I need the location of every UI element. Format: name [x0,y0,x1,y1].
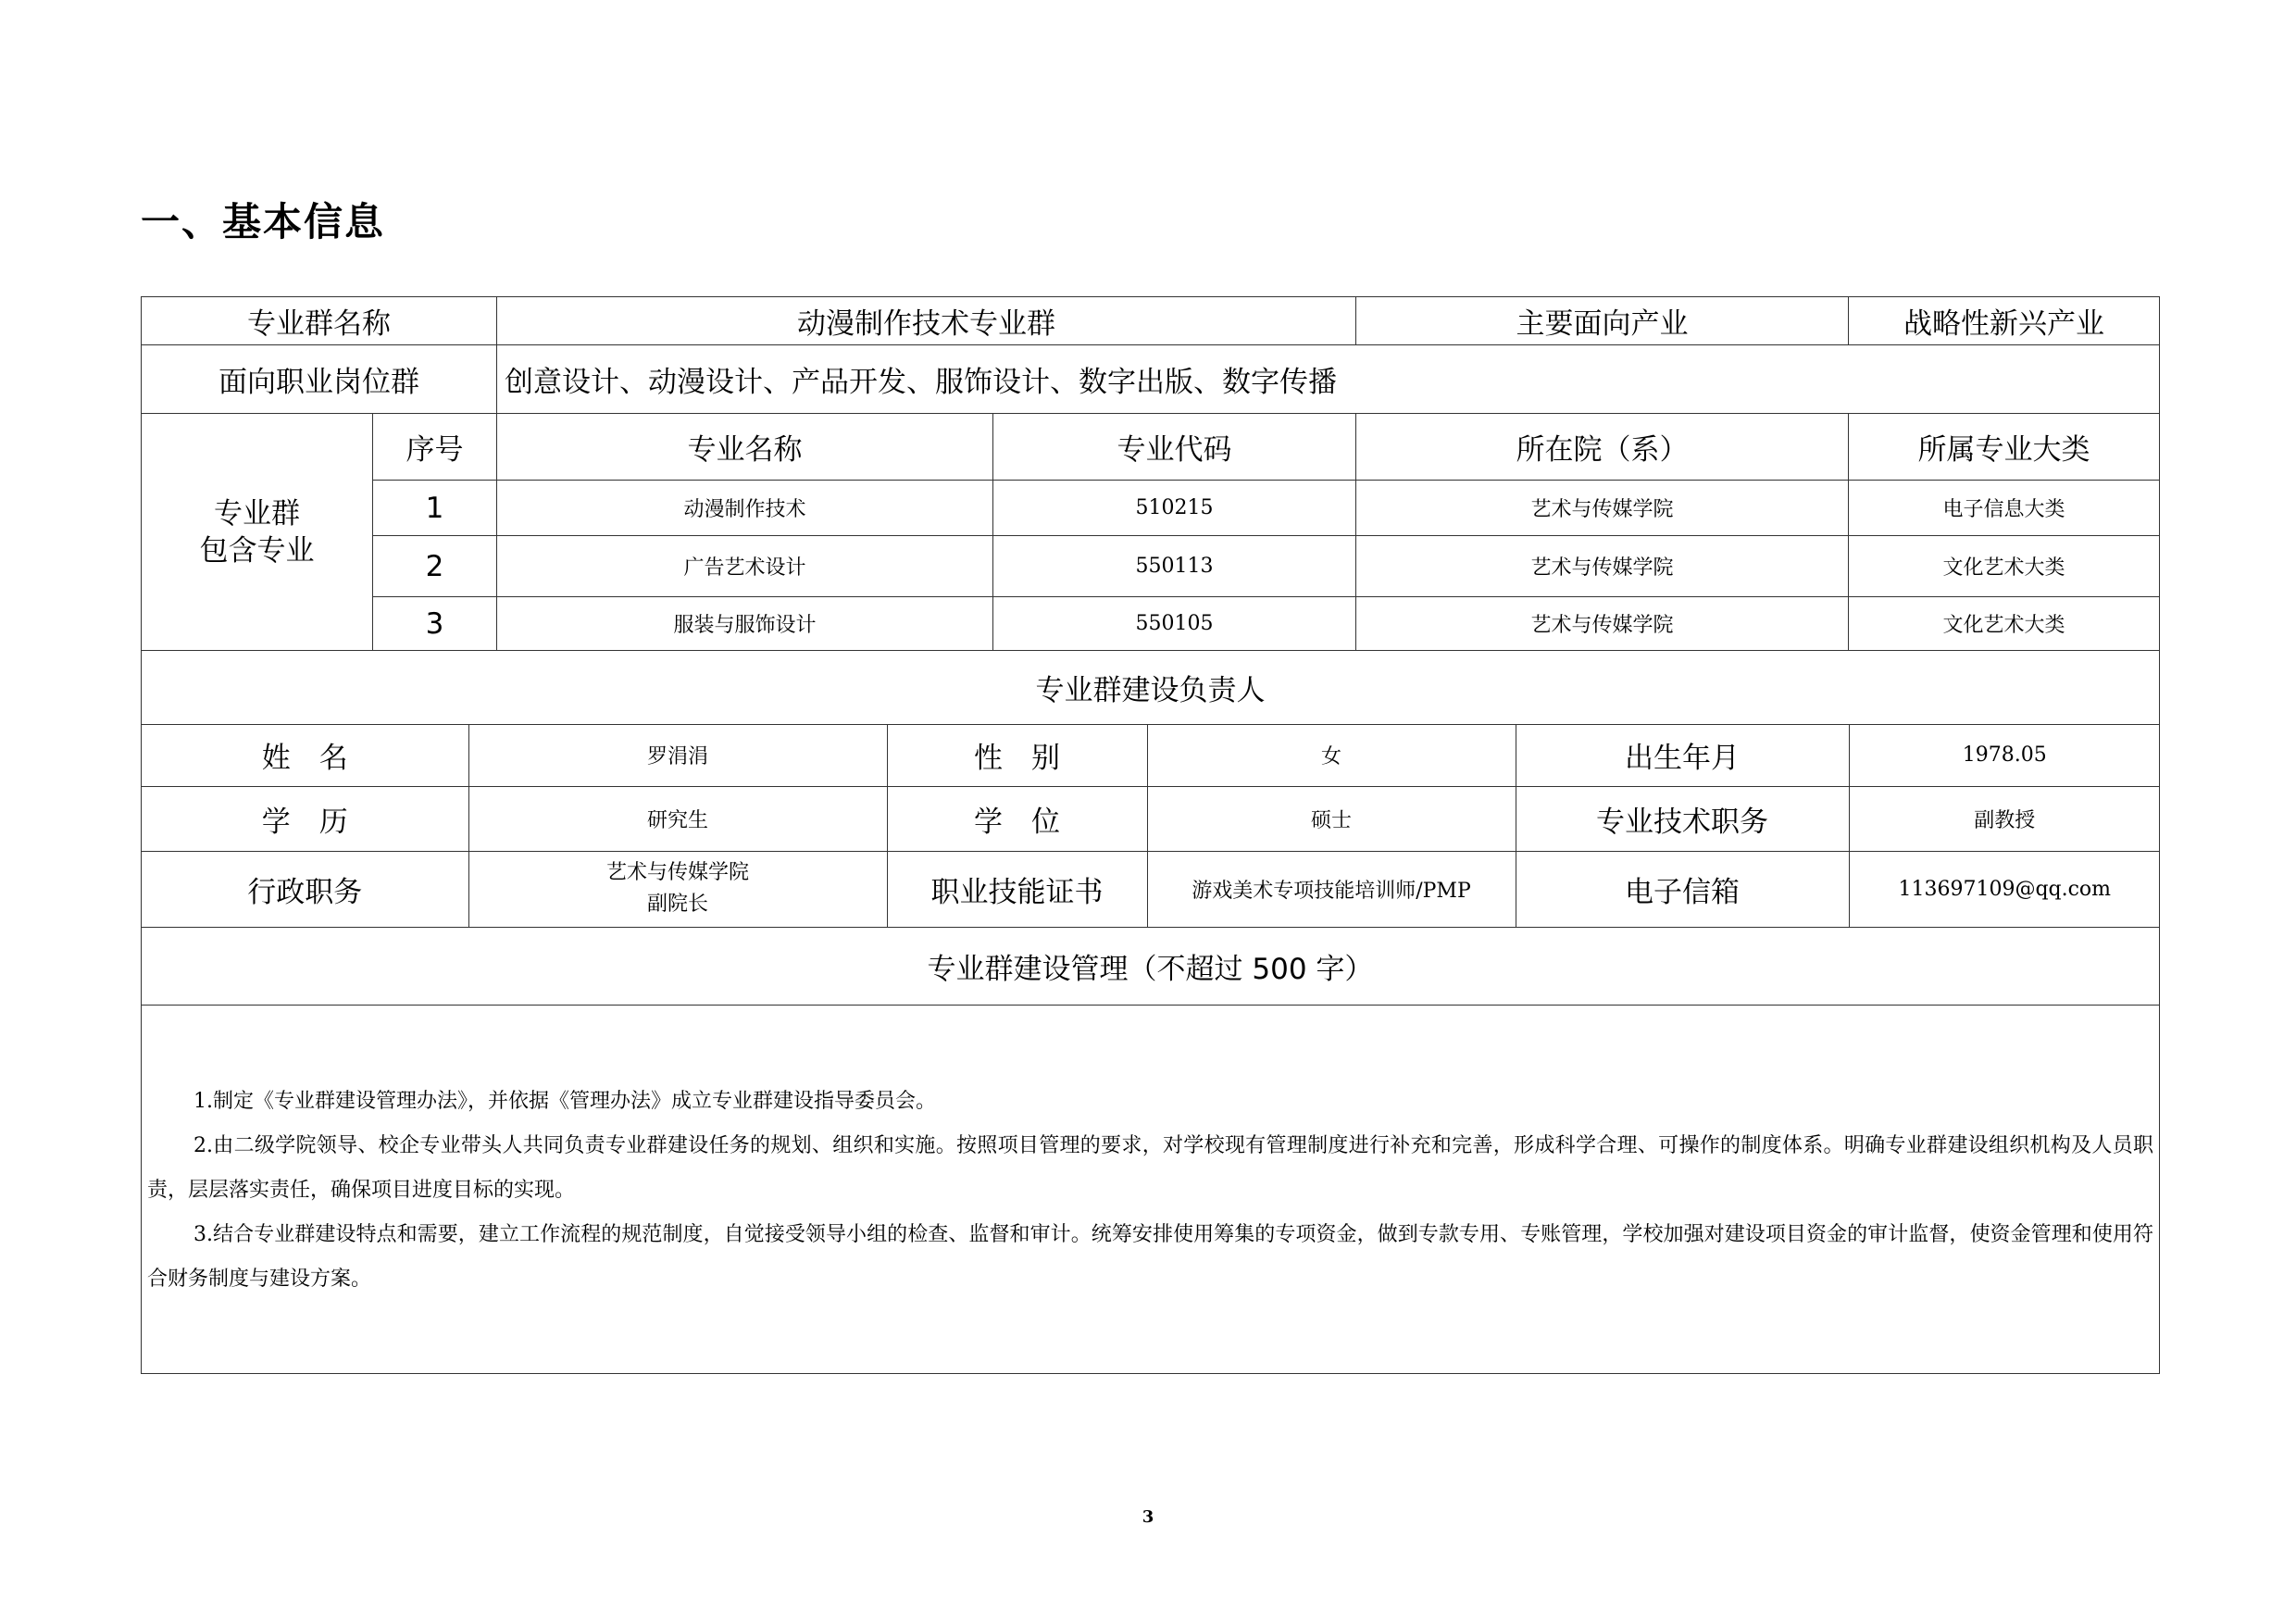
major-department: 艺术与传媒学院 [1356,536,1849,597]
birth-label: 出生年月 [1516,725,1849,786]
header-no: 序号 [373,414,497,481]
admin-position-line1: 艺术与传媒学院 [605,861,749,885]
leader-section-title: 专业群建设负责人 [142,651,2160,725]
certificate-label: 职业技能证书 [887,851,1147,927]
admin-position-value [468,851,887,927]
job-group-label: 面向职业岗位群 [142,345,497,414]
major-code: 550105 [993,597,1356,651]
professional-title-value: 副教授 [1849,786,2160,851]
management-paragraph-3: 3.结合专业群建设特点和需要，建立工作流程的规范制度，自觉接受领导小组的检查、监督和审计。统筹安排使用筹集的专项资金，做到专款专用、专账管理，学校加强对建设项目资金的审计监督，使资金管理和使用符合财务制度与建设方案。 [147,1223,2153,1291]
header-category: 所属专业大类 [1849,414,2160,481]
page-number: 3 [1142,1507,1154,1527]
major-department: 艺术与传媒学院 [1356,597,1849,651]
basic-info-table [141,296,2160,1374]
group-name-row [142,297,2160,345]
admin-position-label: 行政职务 [142,851,468,927]
major-category: 文化艺术大类 [1849,536,2160,597]
major-name: 广告艺术设计 [497,536,993,597]
management-content-row [142,1006,2160,1374]
management-content [142,1006,2160,1374]
major-no: 2 [373,536,497,597]
job-group-value: 创意设计、动漫设计、产品开发、服饰设计、数字出版、数字传播 [497,345,2160,414]
majors-label [142,414,373,651]
major-category: 电子信息大类 [1849,481,2160,536]
leader-info-table [142,725,2160,927]
major-name: 服装与服饰设计 [497,597,993,651]
gender-value: 女 [1147,725,1516,786]
section-heading: 一、基本信息 [141,199,386,244]
header-department: 所在院（系） [1356,414,1849,481]
major-no: 3 [373,597,497,651]
job-group-row [142,345,2160,414]
gender-label: 性 别 [887,725,1147,786]
name-label: 姓 名 [142,725,468,786]
group-name-label: 专业群名称 [142,297,497,345]
major-no: 1 [373,481,497,536]
group-name-value: 动漫制作技术专业群 [497,297,1356,345]
management-title-row [142,928,2160,1006]
email-value: 113697109@qq.com [1849,851,2160,927]
management-paragraph-1: 1.制定《专业群建设管理办法》，并依据《管理办法》成立专业群建设指导委员会。 [193,1090,936,1113]
majors-label-line1: 专业群 [214,496,300,531]
industry-label: 主要面向产业 [1356,297,1849,345]
degree-value: 硕士 [1147,786,1516,851]
leader-info-row [142,725,2160,928]
major-code: 510215 [993,481,1356,536]
major-department: 艺术与传媒学院 [1356,481,1849,536]
certificate-value: 游戏美术专项技能培训师/PMP [1147,851,1516,927]
industry-value: 战略性新兴产业 [1849,297,2160,345]
education-value: 研究生 [468,786,887,851]
header-major-code: 专业代码 [993,414,1356,481]
majors-header-row [142,414,2160,481]
leader-row-1 [142,725,2160,786]
header-major-name: 专业名称 [497,414,993,481]
major-name: 动漫制作技术 [497,481,993,536]
birth-value: 1978.05 [1849,725,2160,786]
name-value: 罗涓涓 [468,725,887,786]
education-label: 学 历 [142,786,468,851]
table-row [142,481,2160,536]
email-label: 电子信箱 [1516,851,1849,927]
table-row [142,597,2160,651]
leader-info-cell [142,725,2160,928]
majors-label-line2: 包含专业 [199,533,315,568]
management-section-title: 专业群建设管理（不超过 500 字） [142,928,2160,1006]
admin-position-line2: 副院长 [646,893,708,917]
professional-title-label: 专业技术职务 [1516,786,1849,851]
degree-label: 学 位 [887,786,1147,851]
leader-title-row [142,651,2160,725]
leader-row-3 [142,851,2160,927]
leader-row-2 [142,786,2160,851]
management-paragraph-2: 2.由二级学院领导、校企专业带头人共同负责专业群建设任务的规划、组织和实施。按照项目管理的要求，对学校现有管理制度进行补充和完善，形成科学合理、可操作的制度体系。明确专业群建设组织机构及人员职责，层层落实责任，确保项目进度目标的实现。 [147,1134,2153,1202]
major-category: 文化艺术大类 [1849,597,2160,651]
major-code: 550113 [993,536,1356,597]
table-row [142,536,2160,597]
